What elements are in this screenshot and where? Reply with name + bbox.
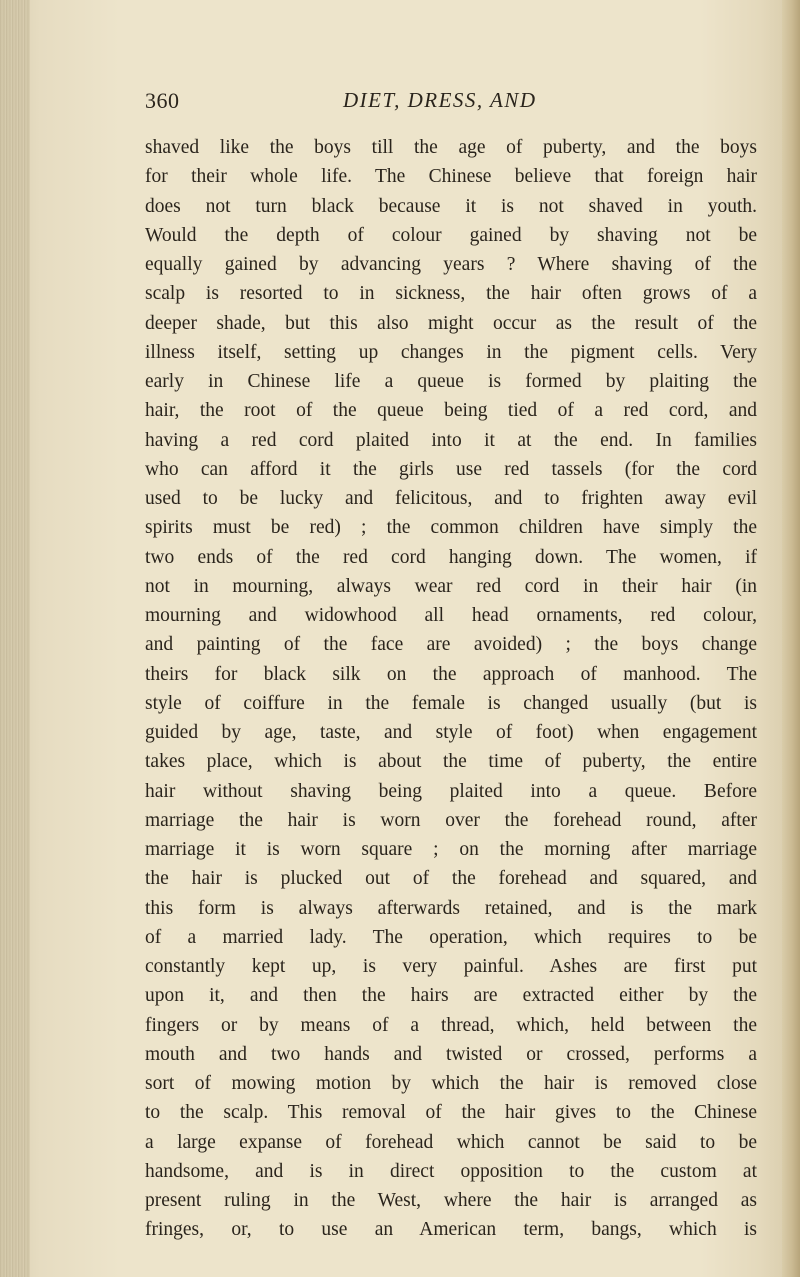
running-head: DIET, DRESS, AND	[343, 88, 537, 112]
text-line: this form is always afterwards retained, and is the mark	[145, 897, 757, 919]
text-line: scalp is resorted to in sickness, the hair often grows of a	[145, 283, 757, 305]
text-line: having a red cord plaited into it at the end. In families	[145, 429, 757, 451]
page-number: 360	[145, 88, 180, 113]
text-line: deeper shade, but this also might occur as the result of the	[145, 312, 757, 334]
text-line: and painting of the face are avoided) ; the boys change	[145, 634, 757, 656]
text-line: of a married lady. The operation, which requires to be	[145, 926, 757, 948]
text-line: two ends of the red cord hanging down. The women, if	[145, 546, 757, 568]
text-line: illness itself, setting up changes in the pigment cells. Very	[145, 341, 757, 363]
text-line: theirs for black silk on the approach of manhood. The	[145, 663, 757, 685]
text-line: not in mourning, always wear red cord in their hair (in	[145, 575, 757, 597]
text-line: upon it, and then the hairs are extracted either by the	[145, 985, 757, 1007]
body-text	[145, 133, 757, 1245]
text-line: constantly kept up, is very painful. Ashes are first put	[145, 956, 757, 977]
text-line: hair without shaving being plaited into a queue. Before	[145, 780, 757, 802]
text-line: shaved like the boys till the age of puberty, and the boys	[145, 137, 757, 158]
page-gutter-left	[0, 0, 30, 1277]
text-line: present ruling in the West, where the hair is arranged as	[145, 1190, 757, 1211]
text-line: to the scalp. This removal of the hair gives to the Chinese	[145, 1102, 757, 1124]
text-line: spirits must be red) ; the common children have simply the	[145, 517, 757, 539]
text-line: hair, the root of the queue being tied of a red cord, and	[145, 400, 757, 422]
page-edge-right	[782, 0, 800, 1277]
text-line: marriage it is worn square ; on the morning after marriage	[145, 839, 757, 860]
text-line: guided by age, taste, and style of foot) when engagement	[145, 722, 757, 743]
text-line: for their whole life. The Chinese believe that foreign hair	[145, 166, 757, 188]
text-line: does not turn black because it is not shaved in youth.	[145, 195, 757, 217]
text-line: early in Chinese life a queue is formed by plaiting the	[145, 371, 757, 392]
page-header	[145, 88, 750, 118]
text-line: Would the depth of colour gained by shaving not be	[145, 224, 757, 246]
text-line: handsome, and is in direct opposition to the custom at	[145, 1160, 757, 1182]
text-line: sort of mowing motion by which the hair is removed close	[145, 1073, 757, 1094]
text-line: equally gained by advancing years ? Where shaving of the	[145, 254, 757, 275]
text-line: mouth and two hands and twisted or crossed, performs a	[145, 1043, 757, 1065]
text-line: fingers or by means of a thread, which, held between the	[145, 1014, 757, 1036]
text-line: marriage the hair is worn over the forehead round, after	[145, 809, 757, 831]
text-line: style of coiffure in the female is changed usually (but is	[145, 692, 757, 714]
text-line: who can afford it the girls use red tassels (for the cord	[145, 458, 757, 480]
text-line: fringes, or, to use an American term, bangs, which is	[145, 1219, 757, 1241]
text-line: takes place, which is about the time of puberty, the entire	[145, 751, 757, 773]
text-line: used to be lucky and felicitous, and to frighten away evil	[145, 488, 757, 509]
text-line: a large expanse of forehead which cannot be said to be	[145, 1131, 757, 1153]
text-line: mourning and widowhood all head ornaments, red colour,	[145, 605, 757, 626]
text-line: the hair is plucked out of the forehead and squared, and	[145, 868, 757, 890]
